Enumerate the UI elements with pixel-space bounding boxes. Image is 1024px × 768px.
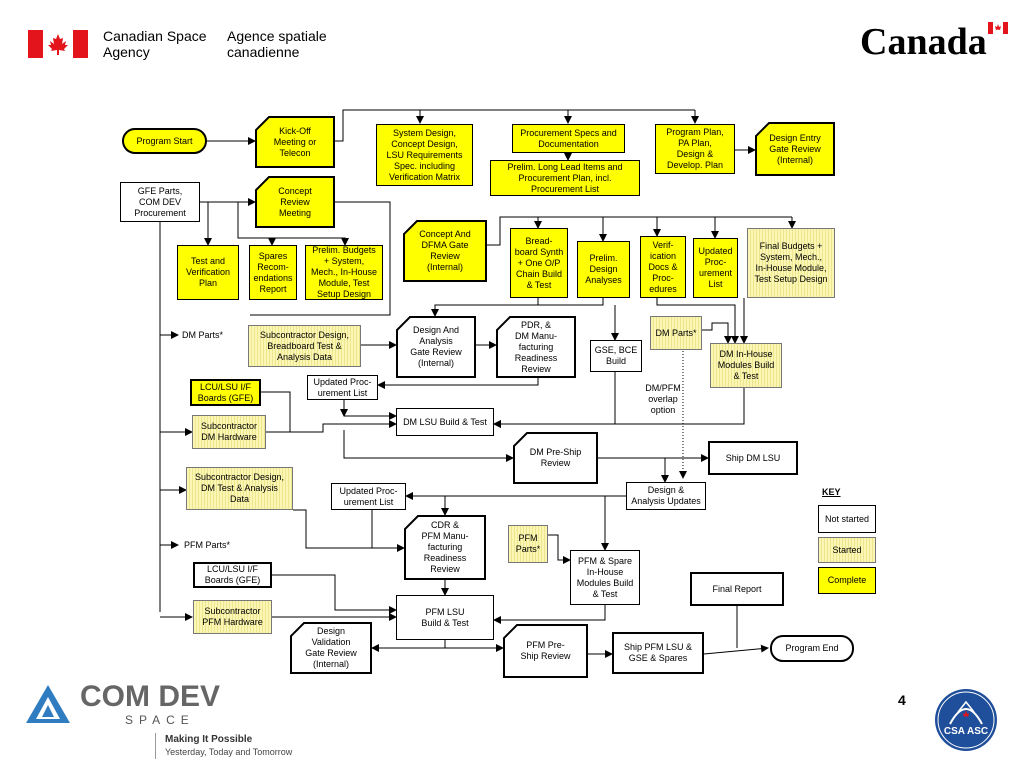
footer-divider	[155, 733, 156, 759]
pfm-preship-review-node	[503, 624, 588, 678]
page-number: 4	[898, 692, 906, 708]
pfm-preship-review-label: PFM Pre- Ship Review	[520, 640, 571, 661]
concept-dfma-gate-label: Concept And DFMA Gate Review (Internal)	[419, 229, 471, 272]
dm-preship-review-node	[513, 432, 598, 484]
final-budgets-node: Final Budgets + System, Mech., In-House Module, Test Setup Design	[747, 228, 835, 298]
subcontractor-dm-test-node: Subcontractor Design, DM Test & Analysis Data	[186, 467, 293, 510]
final-report-node: Final Report	[690, 572, 784, 606]
design-analysis-gate-label: Design And Analysis Gate Review (Internal)	[410, 325, 462, 368]
key-started: Started	[818, 537, 876, 563]
concept-review-node	[255, 176, 335, 228]
spares-report-node: Spares Recom- endations Report	[249, 245, 297, 300]
canada-wordmark-text: Canada	[860, 21, 987, 63]
kickoff-meeting-node	[255, 116, 335, 168]
gfe-parts-node: GFE Parts, COM DEV Procurement	[120, 182, 200, 222]
design-analysis-updates-node: Design & Analysis Updates	[626, 482, 706, 510]
updated-procurement-list-top-node: Updated Proc- urement List	[693, 238, 738, 298]
pfm-parts-node: PFM Parts*	[508, 525, 548, 563]
design-analysis-gate-node	[396, 316, 476, 378]
com-dev-logo-icon	[24, 683, 72, 725]
concept-dfma-gate-node	[403, 220, 487, 282]
design-entry-gate-node	[755, 122, 835, 176]
verification-docs-node: Verif- ication Docs & Proc- edures	[640, 236, 686, 298]
dm-inhouse-modules-node: DM In-House Modules Build & Test	[710, 343, 782, 388]
agency-name-fr: Agence spatiale canadienne	[227, 28, 327, 60]
tagline: Making It Possible	[165, 734, 253, 745]
program-start-node: Program Start	[122, 128, 207, 154]
dm-preship-review-label: DM Pre-Ship Review	[529, 447, 582, 468]
design-validation-gate-label: Design Validation Gate Review (Internal)	[305, 626, 357, 669]
pfm-spare-modules-node: PFM & Spare In-House Modules Build & Test	[570, 550, 640, 605]
pdr-review-node	[496, 316, 576, 378]
key-not-started: Not started	[818, 505, 876, 533]
subcontractor-pfm-hardware-node: Subcontractor PFM Hardware	[193, 600, 272, 634]
com-dev-wordmark: COM DEV	[80, 680, 221, 713]
program-end-node: Program End	[770, 635, 854, 662]
program-plan-node: Program Plan, PA Plan, Design & Develop. Plan	[655, 124, 735, 174]
key-title: KEY	[822, 487, 841, 497]
concept-review-label: Concept Review Meeting	[278, 185, 312, 218]
procurement-specs-node: Procurement Specs and Documentation	[512, 124, 625, 153]
dm-parts-right-node: DM Parts*	[650, 316, 702, 350]
cdr-review-label: CDR & PFM Manu- facturing Readiness Review	[421, 520, 469, 574]
updated-procurement-list-dm-node: Updated Proc- urement List	[307, 375, 378, 400]
key-complete: Complete	[818, 567, 876, 594]
ship-dm-lsu-node: Ship DM LSU	[708, 441, 798, 475]
gse-bce-build-node: GSE, BCE Build	[590, 340, 642, 372]
ship-pfm-lsu-node: Ship PFM LSU & GSE & Spares	[612, 632, 704, 674]
pdr-review-label: PDR, & DM Manu- facturing Readiness Review	[514, 319, 558, 374]
design-entry-gate-label: Design Entry Gate Review (Internal)	[769, 132, 821, 165]
subcontractor-design-breadboard-node: Subcontractor Design, Breadboard Test & Analysis Data	[248, 325, 361, 367]
pfm-parts-label-left: PFM Parts*	[184, 540, 231, 550]
breadboard-synth-node: Bread- board Synth + One O/P Chain Build & Test	[510, 228, 568, 298]
csa-asc-badge	[934, 688, 998, 752]
subcontractor-dm-hardware-node: Subcontractor DM Hardware	[192, 415, 266, 449]
agency-name-en: Canadian Space Agency	[103, 28, 207, 60]
csa-badge-label: CSA ASC	[943, 726, 989, 737]
test-verification-node: Test and Verification Plan	[177, 245, 239, 300]
csa-badge-icon	[934, 688, 998, 752]
prelim-budgets-node: Prelim. Budgets + System, Mech., In-House Module, Test Setup Design	[305, 245, 383, 300]
kickoff-meeting-label: Kick-Off Meeting or Telecon	[273, 125, 317, 158]
system-design-node: System Design, Concept Design, LSU Requirements Spec. including Verification Matrix	[376, 124, 473, 186]
prelim-design-analyses-node: Prelim. Design Analyses	[577, 241, 630, 298]
design-validation-gate-node	[290, 622, 372, 674]
dm-parts-label-left: DM Parts*	[182, 330, 224, 340]
long-lead-items-node: Prelim. Long Lead Items and Procurement Plan, incl. Procurement List	[490, 160, 640, 196]
dm-pfm-overlap-label: DM/PFM overlap option	[645, 383, 681, 415]
pfm-lsu-build-test-node: PFM LSU Build & Test	[396, 595, 494, 640]
tagline-sub: Yesterday, Today and Tomorrow	[165, 747, 293, 757]
com-dev-space-label: SPACE	[125, 713, 195, 727]
lcu-lsu-boards-pfm-node: LCU/LSU I/F Boards (GFE)	[193, 562, 272, 588]
lcu-lsu-boards-dm-node: LCU/LSU I/F Boards (GFE)	[190, 379, 261, 406]
cdr-review-node	[404, 515, 486, 580]
updated-procurement-list-pfm-node: Updated Proc- urement List	[331, 483, 406, 510]
dm-lsu-build-test-node: DM LSU Build & Test	[396, 408, 494, 436]
